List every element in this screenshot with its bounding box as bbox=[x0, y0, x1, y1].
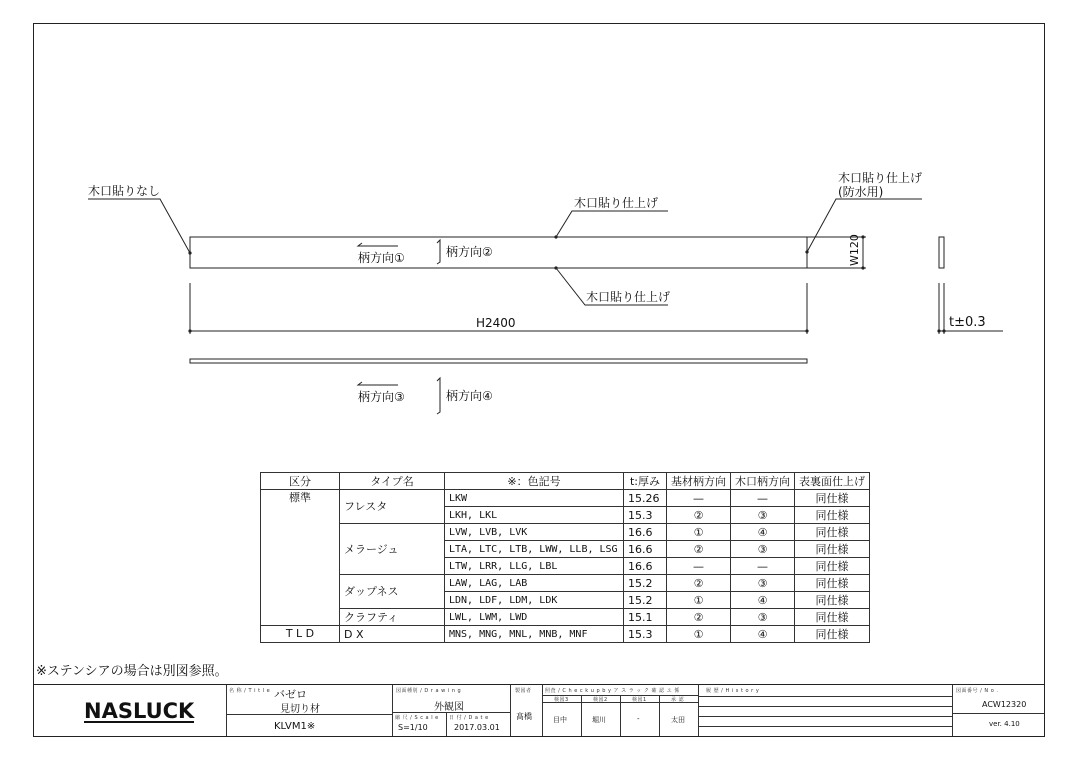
thickness-cell: 15.2 bbox=[624, 592, 667, 609]
grain-arrow-1 bbox=[358, 243, 398, 246]
label-no-edge: 木口貼りなし bbox=[88, 184, 161, 198]
thickness-cell: 15.3 bbox=[624, 626, 667, 643]
edge-grain-cell: ④ bbox=[731, 524, 795, 541]
title-product: バゼロ bbox=[274, 688, 307, 701]
check-level-3: 検図3 bbox=[554, 697, 569, 703]
thickness-cell: 15.2 bbox=[624, 575, 667, 592]
grain-label-2: 柄方向② bbox=[446, 245, 493, 259]
edge-grain-cell: — bbox=[731, 490, 795, 507]
finish-cell: 同仕様 bbox=[795, 507, 870, 524]
grain-label-4: 柄方向④ bbox=[446, 389, 493, 403]
check-level-2: 検図2 bbox=[593, 697, 608, 703]
type-cell: クラフティ bbox=[340, 609, 445, 626]
base-grain-cell: ① bbox=[667, 524, 731, 541]
label-edge-bottom: 木口貼り仕上げ bbox=[586, 290, 671, 304]
drafter: 髙橋 bbox=[516, 712, 532, 721]
color-code-cell: MNS, MNG, MNL, MNB, MNF bbox=[445, 626, 624, 643]
table-row bbox=[261, 609, 870, 626]
header-edge-grain: 木口柄方向 bbox=[731, 473, 795, 490]
color-code-cell: LKW bbox=[445, 490, 624, 507]
checker-3: 目中 bbox=[553, 716, 567, 724]
header-type: タイプ名 bbox=[340, 473, 445, 490]
company-logo: NASLUCK bbox=[84, 699, 195, 723]
scale: S=1/10 bbox=[398, 723, 428, 732]
edge-grain-cell: ③ bbox=[731, 609, 795, 626]
grain-arrow-4 bbox=[437, 378, 440, 414]
width-dimension: W120 bbox=[848, 234, 861, 266]
title-caption: 名 称 / T i t l e bbox=[229, 688, 271, 694]
label-edge-waterproof: 木口貼り仕上げ bbox=[838, 171, 923, 185]
base-grain-cell: ① bbox=[667, 592, 731, 609]
title-part: 見切り材 bbox=[280, 704, 320, 715]
finish-cell: 同仕様 bbox=[795, 592, 870, 609]
check-caption: 照査 / C h e c k u p b y ア ス ラ ッ ク 確 認 ユ 係 bbox=[545, 688, 680, 694]
drawing-type: 外観図 bbox=[434, 702, 464, 713]
leader-top bbox=[556, 211, 668, 237]
edge-grain-cell: — bbox=[731, 558, 795, 575]
edge-grain-cell: ③ bbox=[731, 541, 795, 558]
edge-grain-cell: ③ bbox=[731, 575, 795, 592]
base-grain-cell: ② bbox=[667, 575, 731, 592]
check-approval: 承 認 bbox=[671, 697, 685, 703]
checker-2: 堀川 bbox=[592, 716, 606, 724]
header-thickness: t:厚み bbox=[624, 473, 667, 490]
version: ver. 4.10 bbox=[989, 720, 1020, 728]
edge-grain-cell: ③ bbox=[731, 507, 795, 524]
base-grain-cell: ② bbox=[667, 507, 731, 524]
base-grain-cell: — bbox=[667, 490, 731, 507]
color-code-cell: LKH, LKL bbox=[445, 507, 624, 524]
type-cell: ダップネス bbox=[340, 575, 445, 609]
grain-arrow-2 bbox=[437, 240, 440, 264]
history-caption: 履 歴 / H i s t o r y bbox=[706, 688, 760, 694]
panel-side-view bbox=[190, 359, 807, 363]
finish-cell: 同仕様 bbox=[795, 626, 870, 643]
thickness-cell: 16.6 bbox=[624, 524, 667, 541]
type-cell: メラージュ bbox=[340, 524, 445, 575]
spec-table bbox=[260, 472, 870, 643]
finish-cell: 同仕様 bbox=[795, 490, 870, 507]
edge-grain-cell: ④ bbox=[731, 626, 795, 643]
height-dimension: H2400 bbox=[476, 316, 516, 330]
date-caption: 日 付 / D a t e bbox=[449, 715, 489, 721]
table-row bbox=[261, 524, 870, 541]
category-cell: 標準 bbox=[261, 490, 340, 626]
color-code-cell: LWL, LWM, LWD bbox=[445, 609, 624, 626]
spec-table-header bbox=[261, 473, 870, 490]
thickness-cell: 15.26 bbox=[624, 490, 667, 507]
color-code-cell: LTW, LRR, LLG, LBL bbox=[445, 558, 624, 575]
scale-caption: 縮 尺 / S c a l e bbox=[395, 715, 439, 721]
panel-front-view bbox=[190, 237, 807, 268]
title-block bbox=[34, 684, 1044, 736]
type-cell: フレスタ bbox=[340, 490, 445, 524]
model-number: KLVM1※ bbox=[274, 721, 316, 732]
finish-cell: 同仕様 bbox=[795, 541, 870, 558]
finish-cell: 同仕様 bbox=[795, 558, 870, 575]
thickness-cell: 16.6 bbox=[624, 541, 667, 558]
header-category: 区分 bbox=[261, 473, 340, 490]
finish-cell: 同仕様 bbox=[795, 609, 870, 626]
checker-1: - bbox=[637, 715, 640, 723]
base-grain-cell: ② bbox=[667, 609, 731, 626]
header-color-code: ※：色記号 bbox=[445, 473, 624, 490]
drawing-number: ACW12320 bbox=[982, 700, 1027, 709]
drawing-date: 2017.03.01 bbox=[454, 723, 500, 732]
finish-cell: 同仕様 bbox=[795, 524, 870, 541]
category-cell: T L D bbox=[261, 626, 340, 643]
grain-label-1: 柄方向① bbox=[358, 251, 405, 265]
thickness-cell: 16.6 bbox=[624, 558, 667, 575]
color-code-cell: LTA, LTC, LTB, LWW, LLB, LSG bbox=[445, 541, 624, 558]
edge-grain-cell: ④ bbox=[731, 592, 795, 609]
thickness-view bbox=[939, 237, 944, 268]
table-row bbox=[261, 490, 870, 507]
type-cell: D X bbox=[340, 626, 445, 643]
check-level-1: 検図1 bbox=[632, 697, 647, 703]
thickness-dimension: t±0.3 bbox=[949, 315, 986, 330]
table-row bbox=[261, 575, 870, 592]
table-row bbox=[261, 626, 870, 643]
header-finish: 表裏面仕上げ bbox=[795, 473, 870, 490]
grain-label-3: 柄方向③ bbox=[358, 390, 405, 404]
leader-right bbox=[807, 199, 922, 252]
drawing-type-caption: 図面種別 / D r a w i n g bbox=[396, 688, 462, 694]
leader-left bbox=[88, 199, 190, 253]
number-caption: 図面番号 / N o . bbox=[956, 688, 999, 694]
color-code-cell: LAW, LAG, LAB bbox=[445, 575, 624, 592]
base-grain-cell: ② bbox=[667, 541, 731, 558]
thickness-cell: 15.1 bbox=[624, 609, 667, 626]
finish-cell: 同仕様 bbox=[795, 575, 870, 592]
thickness-cell: 15.3 bbox=[624, 507, 667, 524]
label-edge-top: 木口貼り仕上げ bbox=[574, 196, 659, 210]
base-grain-cell: ① bbox=[667, 626, 731, 643]
color-code-cell: LDN, LDF, LDM, LDK bbox=[445, 592, 624, 609]
approver: 太田 bbox=[671, 716, 685, 724]
grain-arrow-3 bbox=[358, 382, 398, 385]
stencia-note: ※ステンシアの場合は別図参照。 bbox=[36, 664, 228, 679]
label-waterproof-note: (防水用) bbox=[838, 185, 884, 199]
header-base-grain: 基材柄方向 bbox=[667, 473, 731, 490]
base-grain-cell: — bbox=[667, 558, 731, 575]
drafter-caption: 製図者 bbox=[515, 688, 532, 694]
color-code-cell: LVW, LVB, LVK bbox=[445, 524, 624, 541]
